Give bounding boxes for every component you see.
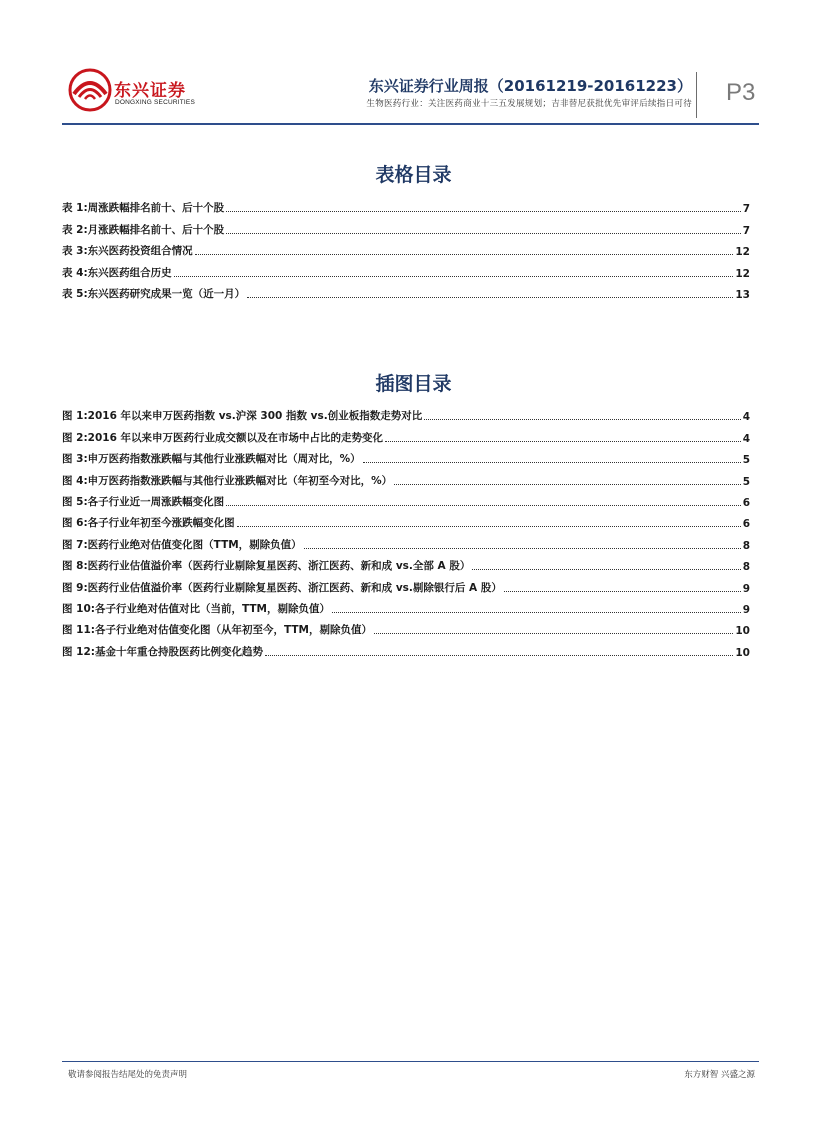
toc-entry-page: 8 xyxy=(742,561,750,574)
toc-entry-page: 10 xyxy=(735,646,750,659)
toc-entry-label: 图 4:申万医药指数涨跌幅与其他行业涨跌幅对比（年初至今对比，%） xyxy=(62,474,393,487)
toc-entry-page: 5 xyxy=(742,454,750,467)
toc-leader-dots xyxy=(374,633,733,634)
toc-leader-dots xyxy=(304,548,741,549)
toc-leader-dots xyxy=(226,233,741,234)
toc-entry-page: 12 xyxy=(735,267,750,280)
report-subtitle: 生物医药行业：关注医药商业十三五发展规划；吉非替尼获批优先审评后续指日可待 xyxy=(366,99,692,109)
toc-entry-page: 9 xyxy=(742,603,750,616)
toc-entry[interactable] xyxy=(62,488,750,509)
tables-toc-heading: 表格目录 xyxy=(375,164,452,186)
toc-entry-page: 5 xyxy=(742,475,750,488)
toc-leader-dots xyxy=(226,211,741,212)
toc-entry-label: 图 1:2016 年以来申万医药指数 vs.沪深 300 指数 vs.创业板指数走势对比 xyxy=(62,410,423,423)
footer-rule xyxy=(62,1061,759,1062)
toc-entry[interactable] xyxy=(62,445,750,466)
toc-entry-label: 图 5:各子行业近一周涨跌幅变化图 xyxy=(62,495,225,508)
toc-entry-label: 图 6:各子行业年初至今涨跌幅变化图 xyxy=(62,517,235,530)
tables-toc-list xyxy=(62,194,750,301)
toc-entry-page: 4 xyxy=(742,432,750,445)
figures-toc-list xyxy=(62,402,750,659)
toc-entry[interactable] xyxy=(62,237,750,258)
toc-entry-label: 表 1:周涨跌幅排名前十、后十个股 xyxy=(62,202,225,215)
company-logo xyxy=(68,68,198,116)
report-title: 东兴证券行业周报（20161219-20161223） xyxy=(368,77,692,95)
toc-leader-dots xyxy=(237,526,741,527)
toc-entry-page: 13 xyxy=(735,288,750,301)
toc-leader-dots xyxy=(394,484,741,485)
toc-entry-label: 表 5:东兴医药研究成果一览（近一月） xyxy=(62,287,246,300)
toc-entry-page: 10 xyxy=(735,625,750,638)
logo-emblem-icon xyxy=(68,68,112,112)
toc-entry-label: 图 8:医药行业估值溢价率（医药行业剔除复星医药、浙江医药、新和成 vs.全部 A 股） xyxy=(62,560,471,573)
figures-toc-heading: 插图目录 xyxy=(375,373,452,395)
toc-entry-label: 图 2:2016 年以来申万医药行业成交额以及在市场中占比的走势变化 xyxy=(62,431,384,444)
toc-leader-dots xyxy=(385,441,741,442)
toc-entry-page: 6 xyxy=(742,496,750,509)
toc-entry-label: 图 3:申万医药指数涨跌幅与其他行业涨跌幅对比（周对比，%） xyxy=(62,453,361,466)
logo-text-cn: 东兴证券 xyxy=(114,81,186,101)
toc-entry[interactable] xyxy=(62,509,750,530)
toc-entry[interactable] xyxy=(62,552,750,573)
toc-entry-page: 4 xyxy=(742,411,750,424)
toc-entry-label: 图 9:医药行业估值溢价率（医药行业剔除复星医药、浙江医药、新和成 vs.剔除银行后 A 股） xyxy=(62,581,502,594)
toc-entry-page: 12 xyxy=(735,246,750,259)
toc-leader-dots xyxy=(265,655,733,656)
toc-entry-label: 表 4:东兴医药组合历史 xyxy=(62,266,172,279)
toc-leader-dots xyxy=(226,505,741,506)
toc-entry-page: 7 xyxy=(742,203,750,216)
header-divider xyxy=(696,72,697,118)
toc-entry[interactable] xyxy=(62,258,750,279)
toc-entry-page: 9 xyxy=(742,582,750,595)
toc-entry[interactable] xyxy=(62,466,750,487)
toc-leader-dots xyxy=(472,569,740,570)
toc-entry[interactable] xyxy=(62,280,750,301)
toc-entry-page: 8 xyxy=(742,539,750,552)
toc-entry-label: 图 11:各子行业绝对估值变化图（从年初至今，TTM，剔除负值） xyxy=(62,624,372,637)
footer-slogan: 东方财智 兴盛之源 xyxy=(684,1070,755,1080)
toc-leader-dots xyxy=(247,297,733,298)
toc-entry-label: 图 12:基金十年重仓持股医药比例变化趋势 xyxy=(62,645,263,658)
toc-entry[interactable] xyxy=(62,423,750,444)
page-header xyxy=(0,0,827,130)
toc-entry[interactable] xyxy=(62,573,750,594)
toc-entry-page: 7 xyxy=(742,224,750,237)
toc-leader-dots xyxy=(195,254,734,255)
toc-entry[interactable] xyxy=(62,215,750,236)
toc-entry-label: 表 3:东兴医药投资组合情况 xyxy=(62,245,193,258)
toc-entry[interactable] xyxy=(62,530,750,551)
toc-entry[interactable] xyxy=(62,595,750,616)
toc-entry-label: 图 10:各子行业绝对估值对比（当前，TTM，剔除负值） xyxy=(62,602,330,615)
toc-leader-dots xyxy=(174,276,734,277)
logo-text-en: DONGXING SECURITIES xyxy=(115,99,196,106)
header-rule xyxy=(62,123,759,125)
toc-entry[interactable] xyxy=(62,616,750,637)
page-number: P3 xyxy=(726,79,756,106)
toc-leader-dots xyxy=(504,591,741,592)
toc-leader-dots xyxy=(363,462,741,463)
toc-entry[interactable] xyxy=(62,637,750,658)
footer-disclaimer: 敬请参阅报告结尾处的免责声明 xyxy=(68,1070,188,1080)
toc-entry-page: 6 xyxy=(742,518,750,531)
toc-entry[interactable] xyxy=(62,194,750,215)
toc-leader-dots xyxy=(424,419,740,420)
toc-entry-label: 表 2:月涨跌幅排名前十、后十个股 xyxy=(62,223,225,236)
toc-entry[interactable] xyxy=(62,402,750,423)
toc-leader-dots xyxy=(332,612,741,613)
toc-entry-label: 图 7:医药行业绝对估值变化图（TTM，剔除负值） xyxy=(62,538,302,551)
